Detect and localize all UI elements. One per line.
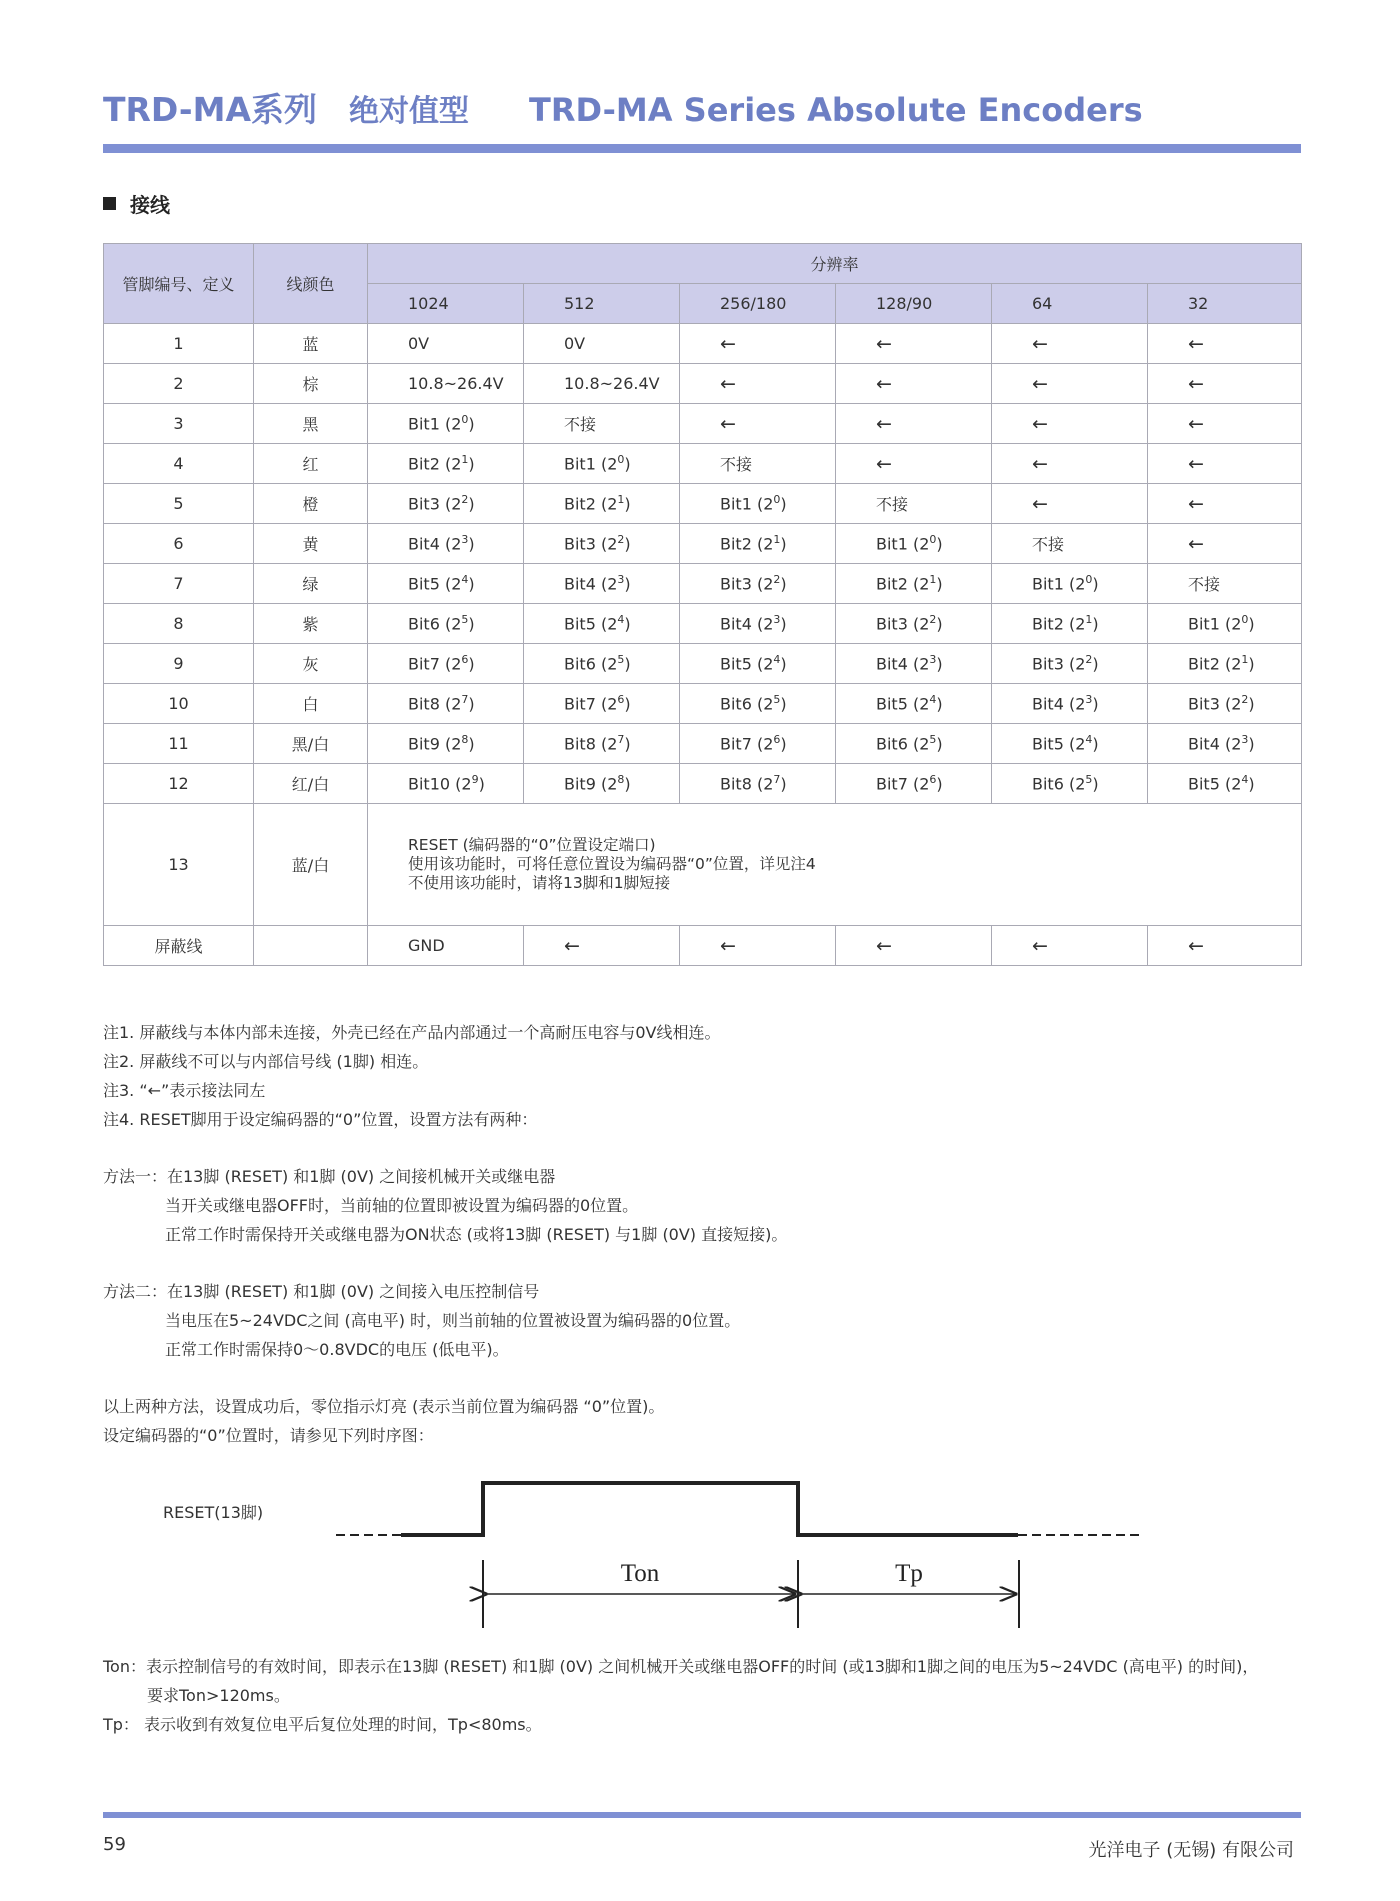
reset-waveform — [401, 1483, 1018, 1535]
signal-cell: 不接 — [524, 404, 680, 444]
signal-cell: ← — [1148, 444, 1302, 484]
signal-cell: Bit1 $(2^0)$ — [368, 404, 524, 444]
signal-cell: Bit3 $(2^2)$ — [836, 604, 992, 644]
signal-cell: 不接 — [1148, 564, 1302, 604]
signal-cell: Bit1 $(2^0)$ — [524, 444, 680, 484]
signal-cell: Bit8 $(2^7)$ — [368, 684, 524, 724]
color-cell: 灰 — [254, 644, 368, 684]
table-row — [104, 604, 1302, 644]
signal-cell: ← — [680, 404, 836, 444]
pin-cell: 屏蔽线 — [104, 926, 254, 966]
signal-cell: ← — [836, 364, 992, 404]
notes-block — [103, 1018, 720, 1134]
table-row — [104, 564, 1302, 604]
signal-cell: Bit1 $(2^0)$ — [680, 484, 836, 524]
method-two-line: 正常工作时需保持0～0.8VDC的电压 (低电平)。 — [165, 1340, 509, 1359]
pin-cell: 11 — [104, 724, 254, 764]
signal-cell: Bit5 $(2^4)$ — [1148, 764, 1302, 804]
signal-cell: Bit1 $(2^0)$ — [1148, 604, 1302, 644]
signal-cell: Bit2 $(2^1)$ — [836, 564, 992, 604]
signal-cell: Bit6 $(2^5)$ — [680, 684, 836, 724]
note-2: 注2. 屏蔽线不可以与内部信号线 (1脚) 相连。 — [103, 1052, 429, 1071]
color-cell: 绿 — [254, 564, 368, 604]
signal-cell: Bit6 $(2^5)$ — [836, 724, 992, 764]
signal-cell: ← — [836, 324, 992, 364]
signal-cell: 不接 — [836, 484, 992, 524]
pin-cell: 1 — [104, 324, 254, 364]
signal-cell: ← — [1148, 484, 1302, 524]
signal-cell: ← — [1148, 324, 1302, 364]
reset-description: RESET (编码器的“0”位置设定端口) 使用该功能时，可将任意位置设为编码器“0”位置，详见注4 不使用该功能时，请将13脚和1脚短接 — [368, 804, 1302, 926]
table-row — [104, 804, 1302, 926]
header-resolution: 分辨率 — [368, 244, 1302, 284]
tp-definition: Tp： 表示收到有效复位电平后复位处理的时间，Tp<80ms。 — [103, 1715, 542, 1734]
signal-cell: Bit4 $(2^3)$ — [680, 604, 836, 644]
signal-cell: ← — [1148, 524, 1302, 564]
reset-signal-label: RESET(13脚) — [163, 1503, 264, 1522]
signal-cell: ← — [992, 324, 1148, 364]
signal-cell: ← — [992, 364, 1148, 404]
signal-cell: Bit9 $(2^8)$ — [368, 724, 524, 764]
ton-definition: Ton：表示控制信号的有效时间，即表示在13脚 (RESET) 和1脚 (0V) 之间机械开关或继电器OFF的时间 (或13脚和1脚之间的电压为5~24VDC (高电平) 的时间)， — [103, 1657, 1259, 1676]
summary-line: 设定编码器的“0”位置时，请参见下列时序图： — [103, 1426, 434, 1445]
timing-diagram — [103, 1460, 1301, 1640]
signal-cell: Bit3 $(2^2)$ — [368, 484, 524, 524]
signal-cell: ← — [1148, 926, 1302, 966]
signal-cell: Bit8 $(2^7)$ — [524, 724, 680, 764]
signal-cell: ← — [992, 444, 1148, 484]
signal-cell: 不接 — [992, 524, 1148, 564]
pin-cell: 7 — [104, 564, 254, 604]
signal-cell: Bit1 $(2^0)$ — [992, 564, 1148, 604]
signal-cell: ← — [836, 444, 992, 484]
definitions-block — [103, 1652, 1258, 1739]
table-row — [104, 524, 1302, 564]
color-cell: 黄 — [254, 524, 368, 564]
english-title: TRD-MA Series Absolute Encoders — [529, 91, 1143, 129]
section-heading — [103, 189, 170, 218]
signal-cell: ← — [992, 484, 1148, 524]
square-bullet-icon — [103, 197, 116, 210]
resolution-header: 64 — [992, 284, 1148, 324]
method-two-line: 当电压在5~24VDC之间 (高电平) 时，则当前轴的位置被设置为编码器的0位置。 — [165, 1311, 741, 1330]
method-two-title: 方法二：在13脚 (RESET) 和1脚 (0V) 之间接入电压控制信号 — [103, 1282, 540, 1301]
method-one — [103, 1162, 787, 1249]
signal-cell: Bit1 $(2^0)$ — [836, 524, 992, 564]
ton-label: Ton — [620, 1560, 660, 1587]
color-cell: 红 — [254, 444, 368, 484]
table-row — [104, 404, 1302, 444]
note-1: 注1. 屏蔽线与本体内部未连接，外壳已经在产品内部通过一个高耐压电容与0V线相连。 — [103, 1023, 721, 1042]
note-3: 注3. “←”表示接法同左 — [103, 1081, 266, 1100]
ton-requirement: 要求Ton>120ms。 — [147, 1686, 290, 1705]
signal-cell: ← — [1148, 364, 1302, 404]
signal-cell: Bit7 $(2^6)$ — [524, 684, 680, 724]
pin-cell: 9 — [104, 644, 254, 684]
signal-cell: Bit2 $(2^1)$ — [992, 604, 1148, 644]
signal-cell: Bit4 $(2^3)$ — [836, 644, 992, 684]
signal-cell: 0V — [368, 324, 524, 364]
color-cell: 红/白 — [254, 764, 368, 804]
table-row — [104, 926, 1302, 966]
resolution-header: 256/180 — [680, 284, 836, 324]
signal-cell: Bit4 $(2^3)$ — [368, 524, 524, 564]
signal-cell: 10.8~26.4V — [524, 364, 680, 404]
signal-cell: Bit2 $(2^1)$ — [680, 524, 836, 564]
signal-cell: Bit7 $(2^6)$ — [836, 764, 992, 804]
color-cell: 蓝 — [254, 324, 368, 364]
method-one-line: 正常工作时需保持开关或继电器为ON状态 (或将13脚 (RESET) 与1脚 (0V) 直接短接)。 — [165, 1225, 788, 1244]
pin-cell: 5 — [104, 484, 254, 524]
header-divider — [103, 144, 1301, 153]
signal-cell: ← — [524, 926, 680, 966]
signal-cell: Bit5 $(2^4)$ — [836, 684, 992, 724]
color-cell: 白 — [254, 684, 368, 724]
signal-cell: Bit4 $(2^3)$ — [992, 684, 1148, 724]
signal-cell: Bit10 $(2^9)$ — [368, 764, 524, 804]
signal-cell: Bit5 $(2^4)$ — [368, 564, 524, 604]
color-cell: 棕 — [254, 364, 368, 404]
series-title: TRD-MA系列 — [103, 90, 318, 129]
signal-cell: Bit2 $(2^1)$ — [368, 444, 524, 484]
color-cell: 黑/白 — [254, 724, 368, 764]
pin-cell: 10 — [104, 684, 254, 724]
method-one-line: 当开关或继电器OFF时，当前轴的位置即被设置为编码器的0位置。 — [165, 1196, 639, 1215]
signal-cell: Bit5 $(2^4)$ — [680, 644, 836, 684]
type-title: 绝对值型 — [349, 94, 470, 129]
signal-cell: Bit7 $(2^6)$ — [680, 724, 836, 764]
footer-divider — [103, 1812, 1301, 1818]
signal-cell: ← — [680, 364, 836, 404]
table-row — [104, 324, 1302, 364]
color-cell: 蓝/白 — [254, 804, 368, 926]
page-number: 59 — [103, 1834, 126, 1855]
signal-cell: Bit9 $(2^8)$ — [524, 764, 680, 804]
header-color: 线颜色 — [254, 244, 368, 324]
company-name: 光洋电子 (无锡) 有限公司 — [1088, 1840, 1294, 1861]
signal-cell: 10.8~26.4V — [368, 364, 524, 404]
header-pin: 管脚编号、定义 — [104, 244, 254, 324]
table-row — [104, 644, 1302, 684]
pin-cell: 2 — [104, 364, 254, 404]
signal-cell: Bit6 $(2^5)$ — [992, 764, 1148, 804]
signal-cell: Bit2 $(2^1)$ — [524, 484, 680, 524]
table-row — [104, 684, 1302, 724]
resolution-header: 128/90 — [836, 284, 992, 324]
method-one-title: 方法一：在13脚 (RESET) 和1脚 (0V) 之间接机械开关或继电器 — [103, 1167, 556, 1186]
table-row — [104, 364, 1302, 404]
table-row — [104, 444, 1302, 484]
page-header — [103, 84, 1143, 134]
wiring-table — [103, 243, 1302, 966]
signal-cell: GND — [368, 926, 524, 966]
signal-cell: ← — [680, 324, 836, 364]
signal-cell: 不接 — [680, 444, 836, 484]
note-4: 注4. RESET脚用于设定编码器的“0”位置，设置方法有两种： — [103, 1110, 538, 1129]
signal-cell: Bit5 $(2^4)$ — [992, 724, 1148, 764]
color-cell — [254, 926, 368, 966]
resolution-header: 1024 — [368, 284, 524, 324]
summary-line: 以上两种方法，设置成功后，零位指示灯亮 (表示当前位置为编码器 “0”位置)。 — [103, 1397, 665, 1416]
color-cell: 黑 — [254, 404, 368, 444]
signal-cell: Bit2 $(2^1)$ — [1148, 644, 1302, 684]
signal-cell: 0V — [524, 324, 680, 364]
pin-cell: 8 — [104, 604, 254, 644]
signal-cell: Bit7 $(2^6)$ — [368, 644, 524, 684]
color-cell: 紫 — [254, 604, 368, 644]
signal-cell: Bit6 $(2^5)$ — [524, 644, 680, 684]
signal-cell: Bit3 $(2^2)$ — [680, 564, 836, 604]
signal-cell: Bit4 $(2^3)$ — [1148, 724, 1302, 764]
resolution-header: 512 — [524, 284, 680, 324]
signal-cell: ← — [836, 404, 992, 444]
pin-cell: 3 — [104, 404, 254, 444]
signal-cell: ← — [992, 404, 1148, 444]
tp-label: Tp — [895, 1560, 923, 1587]
signal-cell: ← — [836, 926, 992, 966]
table-row — [104, 764, 1302, 804]
signal-cell: ← — [680, 926, 836, 966]
method-two — [103, 1277, 740, 1364]
signal-cell: Bit3 $(2^2)$ — [1148, 684, 1302, 724]
timing-chart-svg — [103, 1460, 1301, 1640]
pin-cell: 4 — [104, 444, 254, 484]
color-cell: 橙 — [254, 484, 368, 524]
signal-cell: Bit6 $(2^5)$ — [368, 604, 524, 644]
signal-cell: Bit3 $(2^2)$ — [992, 644, 1148, 684]
section-title: 接线 — [130, 193, 170, 217]
signal-cell: ← — [992, 926, 1148, 966]
signal-cell: Bit8 $(2^7)$ — [680, 764, 836, 804]
resolution-header: 32 — [1148, 284, 1302, 324]
pin-cell: 13 — [104, 804, 254, 926]
signal-cell: ← — [1148, 404, 1302, 444]
pin-cell: 6 — [104, 524, 254, 564]
signal-cell: Bit5 $(2^4)$ — [524, 604, 680, 644]
table-row — [104, 724, 1302, 764]
summary-block — [103, 1392, 664, 1450]
signal-cell: Bit4 $(2^3)$ — [524, 564, 680, 604]
table-row — [104, 484, 1302, 524]
pin-cell: 12 — [104, 764, 254, 804]
signal-cell: Bit3 $(2^2)$ — [524, 524, 680, 564]
